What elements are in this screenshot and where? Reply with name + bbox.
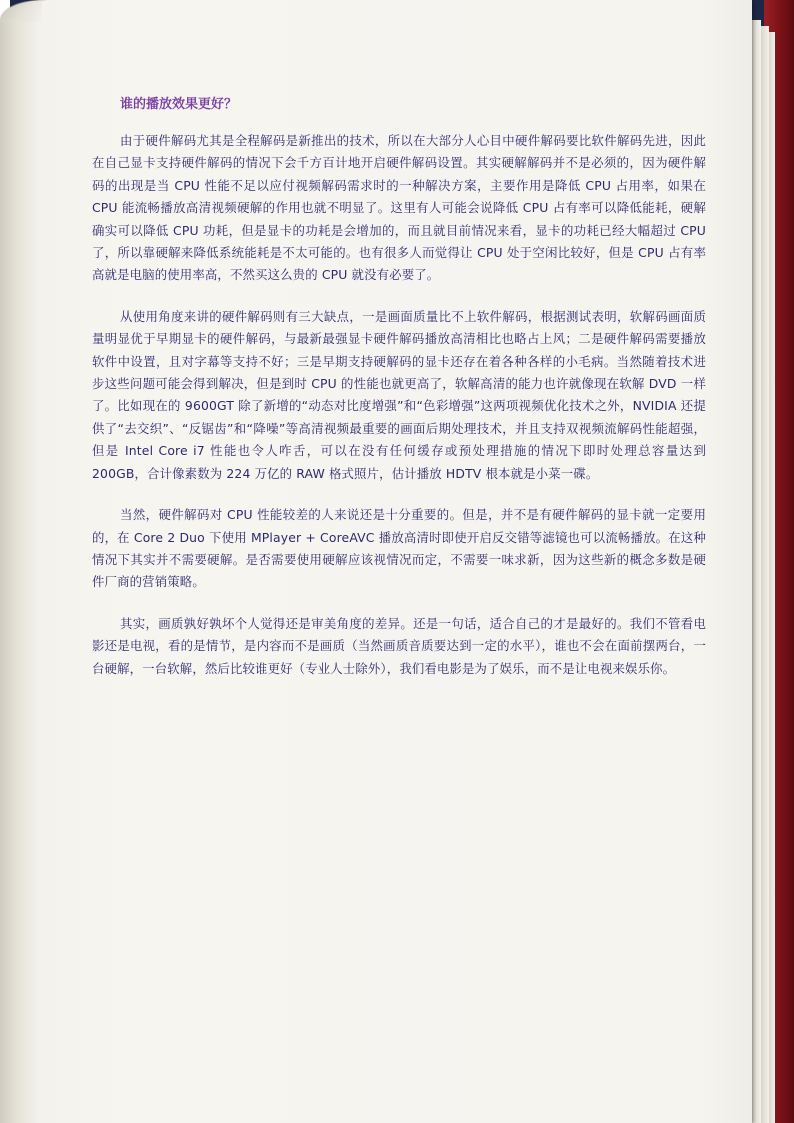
section-heading: 谁的播放效果更好？ [120,97,238,112]
page-stack-edge [768,32,775,1123]
page-stack-edge [760,26,769,1123]
page-corner-curl [0,0,42,22]
article-body [92,93,706,699]
paragraph-4: 其实，画质孰好孰坏个人觉得还是审美角度的差异。还是一句话，适合自己的才是最好的。我们不管看电影还是电视，看的是情节，是内容而不是画质（当然画质音质要达到一定的水平），谁也不会在面前摆两台，一台硬解，一台软解，然后比较谁更好（专业人士除外），我们看电影是为了娱乐，而不是让电视来娱乐你。 [92,615,706,676]
paragraph-3: 当然，硬件解码对 CPU 性能较差的人来说还是十分重要的。但是，并不是有硬件解码的显卡就一定要用的，在 Core 2 Duo 下使用 MPlayer + CoreAVC 播放高清时即使开启反交错等滤镜也可以流畅播放。在这种情况下其实并不需要硬解。是否需要使用硬解应该视情况而定，不需要一味求新，因为这些新的概念多数是硬件厂商的营销策略。 [92,507,706,590]
paragraph-1: 由于硬件解码尤其是全程解码是新推出的技术，所以在大部分人心目中硬件解码要比软件解码先进，因此在自己显卡支持硬件解码的情况下会千方百计地开启硬件解码设置。其实硬解解码并不是必须的，因为硬件解码的出现是当 CPU 性能不足以应付视频解码需求时的一种解决方案，主要作用是降低 CPU 占用率，如果在 CPU 能流畅播放高清视频硬解的作用也就不明显了。这里有人可能会说降低 CPU 占有率可以降低能耗，硬解确实可以降低 CPU 功耗，但是显卡的功耗是会增加的，而且就目前情况来看，显卡的功耗已经大幅超过 CPU 了，所以靠硬解来降低系统能耗是不太可能的。也有很多人而觉得让 CPU 处于空闲比较好，但是 CPU 占有率高就是电脑的使用率高，不然买这么贵的 CPU 就没有必要了。 [92,133,706,283]
page-stack-edge [752,20,761,1123]
paragraph-2: 从使用角度来讲的硬件解码则有三大缺点，一是画面质量比不上软件解码，根据测试表明，软解码画面质量明显优于早期显卡的硬件解码，与最新最强显卡硬件解码播放高清相比也略占上风；二是硬件解码需要播放软件中设置，且对字幕等支持不好；三是早期支持硬解码的显卡还存在着各种各样的小毛病。当然随着技术进步这些问题可能会得到解决，但是到时 CPU 的性能也就更高了，软解高清的能力也许就像现在软解 DVD 一样了。比如现在的 9600GT 除了新增的“动态对比度增强”和“色彩增强”这两项视频优化技术之外，NVIDIA 还提供了“去交织”、“反锯齿”和“降噪”等高清视频最重要的画面后期处理技术，并且支持双视频流解码性能超强，但是 Intel Core i7 性能也令人咋舌，可以在没有任何缓存或预处理措施的情况下即时处理总容量达到 200GB，合计像素数为 224 万亿的 RAW 格式照片，估计播放 HDTV 根本就是小菜一碟。 [92,308,706,481]
